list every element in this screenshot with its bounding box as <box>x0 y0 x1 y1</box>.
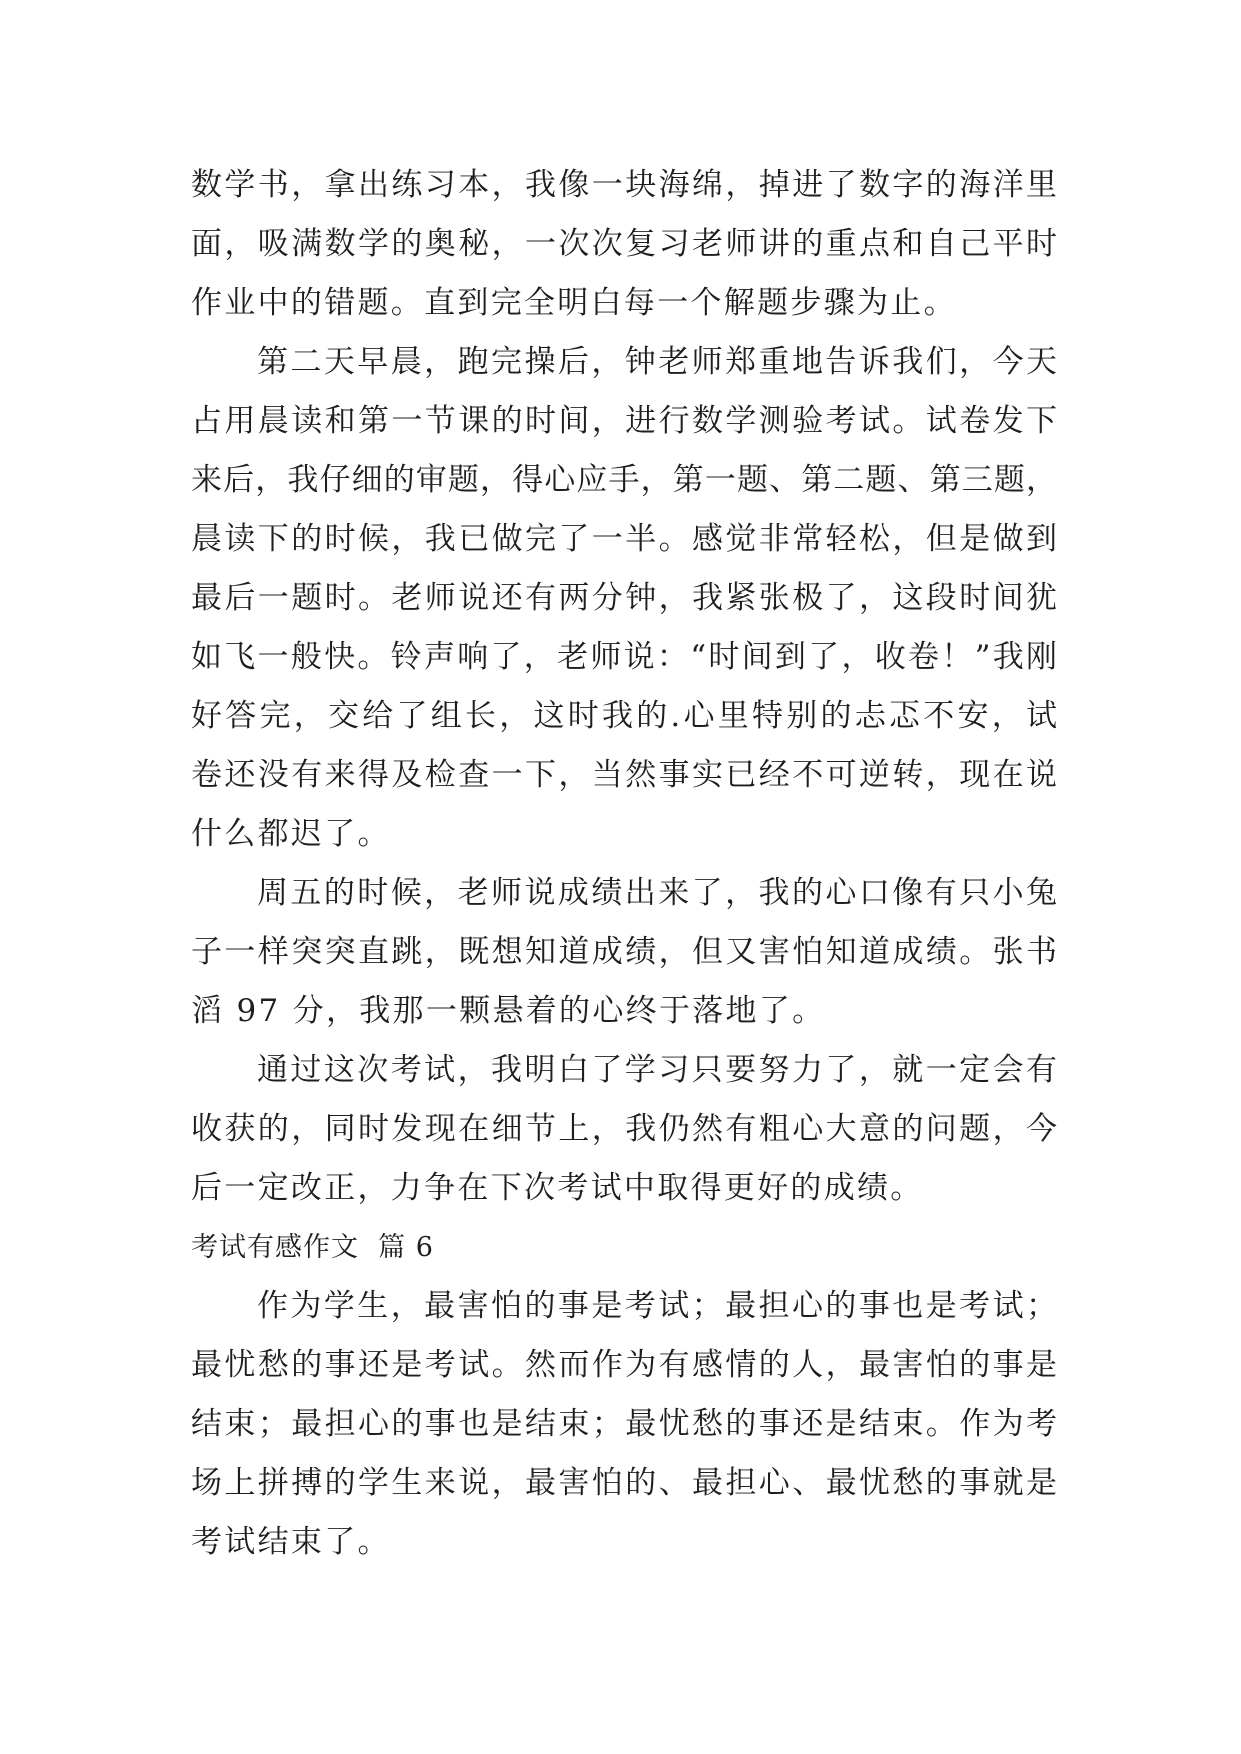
paragraph-line: 最后一题时。老师说还有两分钟，我紧张极了，这段时间犹 <box>191 580 1057 616</box>
paragraph-line: 什么都迟了。 <box>191 816 391 852</box>
paragraph <box>191 864 1057 1041</box>
paragraph-line: 子一样突突直跳，既想知道成绩，但又害怕知道成绩。张书 <box>191 934 1057 970</box>
paragraph-line: 好答完，交给了组长，这时我的.心里特别的忐忑不安，试 <box>191 698 1057 734</box>
paragraph-line: 通过这次考试，我明白了学习只要努力了，就一定会有 <box>257 1052 1057 1088</box>
paragraph-line: 场上拼搏的学生来说，最害怕的、最担心、最忧愁的事就是 <box>191 1465 1057 1501</box>
document-body <box>191 156 1057 1572</box>
paragraph-line: 考试结束了。 <box>191 1524 391 1560</box>
paragraph-line: 面，吸满数学的奥秘，一次次复习老师讲的重点和自己平时 <box>191 226 1057 262</box>
paragraph <box>191 156 1057 333</box>
paragraph-line: 来后，我仔细的审题，得心应手，第一题、第二题、第三题， <box>191 462 1057 498</box>
paragraph-line: 后一定改正，力争在下次考试中取得更好的成绩。 <box>191 1170 924 1206</box>
paragraph-line: 周五的时候，老师说成绩出来了，我的心口像有只小兔 <box>257 875 1057 911</box>
paragraph-line: 第二天早晨，跑完操后，钟老师郑重地告诉我们，今天 <box>257 344 1057 380</box>
paragraph <box>191 1277 1057 1572</box>
paragraph-line: 最忧愁的事还是考试。然而作为有感情的人，最害怕的事是 <box>191 1347 1057 1383</box>
paragraph-line: 结束；最担心的事也是结束；最忧愁的事还是结束。作为考 <box>191 1406 1057 1442</box>
paragraph-line: 收获的，同时发现在细节上，我仍然有粗心大意的问题，今 <box>191 1111 1057 1147</box>
section-heading: 考试有感作文 篇 6 <box>191 1232 434 1263</box>
paragraph <box>191 1041 1057 1218</box>
paragraph-line: 数学书，拿出练习本，我像一块海绵，掉进了数字的海洋里 <box>191 167 1057 203</box>
paragraph-line: 占用晨读和第一节课的时间，进行数学测验考试。试卷发下 <box>191 403 1057 439</box>
paragraph-line: 卷还没有来得及检查一下，当然事实已经不可逆转，现在说 <box>191 757 1057 793</box>
paragraph-line: 作为学生，最害怕的事是考试；最担心的事也是考试； <box>257 1288 1057 1324</box>
paragraph-line: 晨读下的时候，我已做完了一半。感觉非常轻松，但是做到 <box>191 521 1057 557</box>
paragraph-line: 作业中的错题。直到完全明白每一个解题步骤为止。 <box>191 285 957 321</box>
paragraph <box>191 333 1057 864</box>
paragraph-line: 如飞一般快。铃声响了，老师说：“时间到了，收卷！”我刚 <box>191 639 1057 675</box>
paragraph-line: 滔 97 分，我那一颗悬着的心终于落地了。 <box>191 993 826 1029</box>
